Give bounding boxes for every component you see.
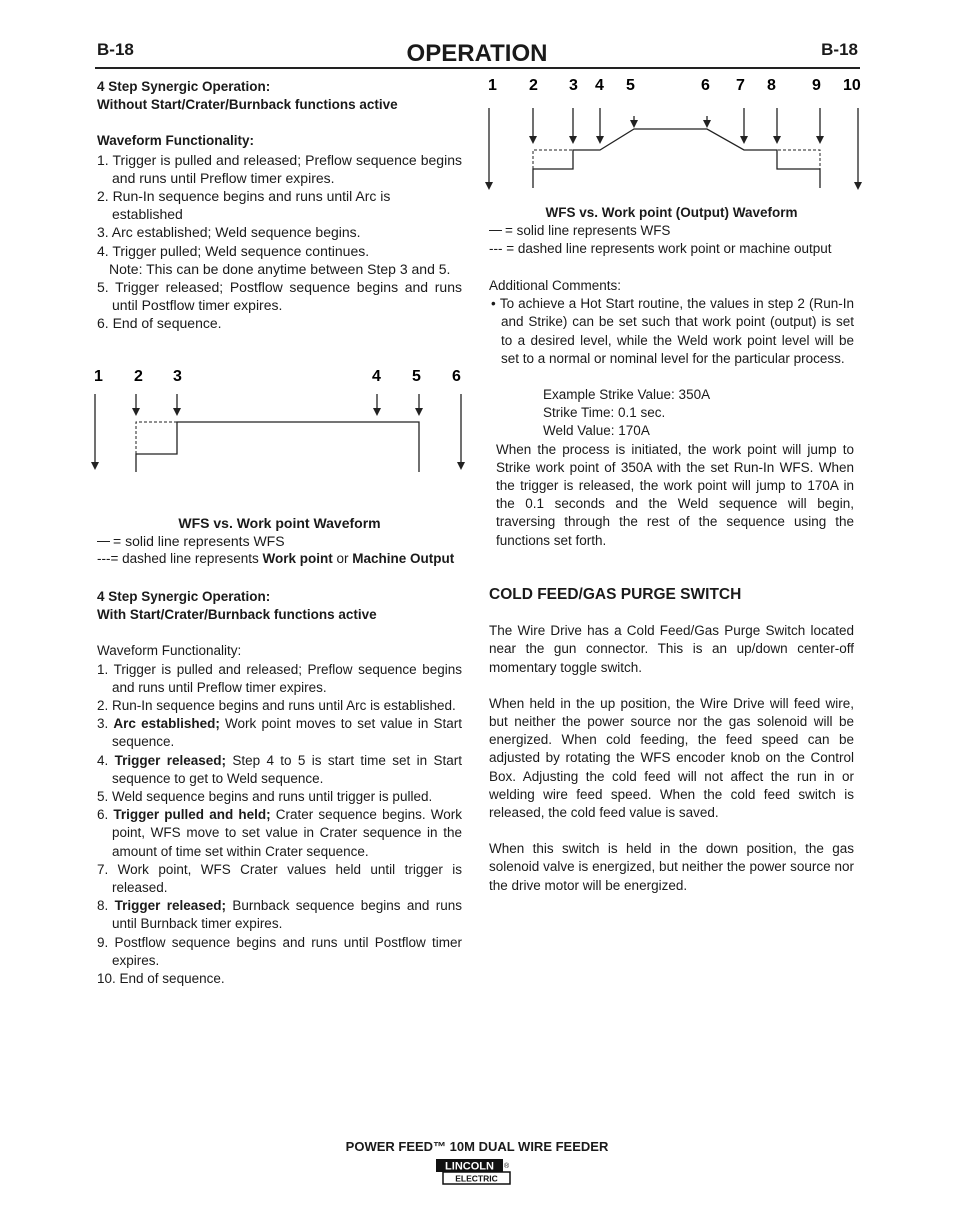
step-number: 8 [767, 77, 776, 94]
step-number: 3 [173, 368, 182, 385]
list-item [97, 788, 462, 806]
arrowhead [457, 462, 465, 470]
comment-text: To achieve a Hot Start routine, the values in step 2 (Run-In and Strike) can be set such that work point (output) is set to a desired level, while the Weld work point level will be set to a normal or nominal level for the particular process. [499, 296, 854, 366]
arrowhead [569, 136, 577, 144]
legend-emphasis: Machine Output [352, 551, 455, 567]
section-subtitle: With Start/Crater/Burnback functions active [97, 607, 377, 623]
legend-dashed-text: ---= dashed line represents [97, 551, 263, 567]
legend-solid [97, 532, 462, 550]
diagram-2-legend [489, 204, 854, 259]
arrowhead [854, 182, 862, 190]
paragraph: When this switch is held in the down position, the gas solenoid valve is energized, but neither the power source nor the drive motor will be energized. [489, 841, 854, 893]
step-number: 4 [372, 368, 381, 385]
step-number: 5 [626, 77, 635, 94]
arrowhead [529, 136, 537, 144]
list-text: End of sequence. [119, 971, 225, 987]
list-item: 5. Trigger released; Postflow sequence begins and runs until Postflow timer expires. [97, 279, 462, 314]
list-text: Step 4 to 5 is start time set in Start sequence to get to Weld sequence. [112, 752, 462, 786]
legend-dashed [97, 550, 462, 568]
strike-time: Strike Time: 0.1 sec. [543, 405, 666, 421]
paragraph: When held in the up position, the Wire Drive will feed wire, but neither the power source nor the gas solenoid will be energized. When cold feeding, the feed speed can be adjusted by rotating the WFS encoder knob on the Control Box. Adjusting the cold feed will not affect the run in or welding wire feed speed. When the cold feed switch is released, the cold feed value is saved. [489, 695, 854, 821]
logo-top-text: LINCOLN [445, 1160, 494, 1173]
example-paragraph: When the process is initiated, the work point will jump to Strike work point of 350A with the set Run-In WFS. When the trigger is released, the work point will jump to 170A in the 0.1 seconds and the Weld sequence will begin, traversing through the rest of the sequence using the functions set forth. [496, 441, 854, 548]
work-point-dashed-line [136, 422, 177, 454]
list-item [97, 715, 462, 751]
diagram-caption: WFS vs. Work point Waveform [178, 515, 381, 531]
legend-solid-text: = solid line represents WFS [505, 223, 671, 239]
example-strike: Example Strike Value: 350A [543, 387, 711, 403]
footer-product-name: POWER FEED™ 10M DUAL WIRE FEEDER [345, 1139, 609, 1154]
arrowhead [132, 408, 140, 416]
work-point-dashed-line [777, 150, 820, 169]
list-text: Work point, WFS Crater values held until trigger is released. [112, 861, 463, 896]
arrowhead [816, 136, 824, 144]
waveform-label: Waveform Functionality: [97, 133, 255, 149]
list-item [97, 806, 462, 861]
list-text: Run-In sequence begins and runs until Arc is established. [112, 698, 456, 714]
arrowhead [773, 136, 781, 144]
paragraph: The Wire Drive has a Cold Feed/Gas Purge Switch located near the gun connector. This is an up/down center-off momentary toggle switch. [489, 623, 854, 675]
list-item: 3. Arc established; Weld sequence begins. [97, 224, 361, 241]
logo-bottom-text: ELECTRIC [455, 1173, 498, 1184]
step-number: 6 [701, 77, 710, 94]
list-number: 7. [97, 861, 118, 877]
step-number: 1 [488, 77, 497, 94]
list-number: 3. [97, 716, 114, 732]
section-subtitle: Without Start/Crater/Burnback functions active [97, 97, 398, 113]
bullet-icon: • [491, 296, 500, 312]
waveform-label: Waveform Functionality: [97, 643, 242, 659]
comment-bullet [489, 295, 854, 368]
list-emphasis: Trigger pulled and held; [113, 807, 271, 823]
list-item [97, 752, 462, 788]
list-item [97, 697, 462, 715]
step-number: 3 [569, 77, 578, 94]
section-title: 4 Step Synergic Operation: [97, 589, 271, 604]
legend-solid-text: = solid line represents WFS [113, 533, 285, 550]
list-number: 4. [97, 752, 115, 768]
list-number: 8. [97, 898, 115, 914]
diagram-caption: WFS vs. Work point (Output) Waveform [545, 205, 798, 220]
list-text: Work point moves to set value in Start sequence. [112, 716, 462, 750]
weld-value: Weld Value: 170A [543, 423, 650, 439]
note: Note: This can be done anytime between Step 3 and 5. [109, 260, 451, 277]
diagram-1-legend [97, 514, 462, 569]
list-number: 9. [97, 934, 115, 950]
step-number: 9 [812, 77, 821, 94]
list-emphasis: Arc established; [113, 716, 220, 732]
list-item [97, 861, 462, 897]
work-point-dashed-line [533, 150, 573, 169]
page-title: OPERATION [406, 40, 548, 67]
section-title: 4 Step Synergic Operation: [97, 79, 271, 94]
list-item [97, 897, 462, 933]
arrowhead [415, 408, 423, 416]
wfs-solid-line [136, 422, 419, 472]
arrowhead [740, 136, 748, 144]
list-item [97, 934, 462, 970]
list-number: 6. [97, 807, 114, 823]
list-item [97, 970, 462, 988]
step-number: 1 [94, 368, 103, 385]
list-number: 2. [97, 698, 113, 714]
list-item: 6. End of sequence. [97, 315, 222, 332]
arrowhead [630, 120, 638, 128]
list-emphasis: Trigger released; [114, 898, 227, 914]
step-number: 6 [452, 368, 461, 385]
section-with-functions [97, 588, 462, 988]
cold-feed-section [489, 586, 854, 895]
list-item: 4. Trigger pulled; Weld sequence continues. [97, 242, 370, 259]
step-number: 4 [595, 77, 604, 94]
list-item [97, 661, 462, 697]
page-number-right: B-18 [821, 40, 858, 59]
page-number-left: B-18 [97, 40, 134, 59]
legend-emphasis: Work point [262, 551, 333, 567]
additional-comments [489, 277, 854, 550]
step-number: 5 [412, 368, 421, 385]
list-text: Trigger is pulled and released; Preflow sequence begins and runs until Preflow timer expires. [112, 661, 463, 695]
lincoln-electric-logo [435, 1158, 513, 1186]
section-without-functions [97, 78, 462, 333]
list-text: Crater sequence begins. Work point, WFS move to set value in Crater sequence in the amount of time set within Crater sequence. [112, 807, 462, 859]
step-number: 10 [843, 77, 861, 94]
list-item: 1. Trigger is pulled and released; Preflow sequence begins and runs until Preflow timer expires. [97, 151, 462, 186]
waveform-diagram-2 [484, 72, 869, 202]
arrowhead [373, 408, 381, 416]
arrowhead [485, 182, 493, 190]
comments-label: Additional Comments: [489, 278, 622, 293]
legend-text: or [332, 551, 353, 567]
arrowhead [703, 120, 711, 128]
list-text: Weld sequence begins and runs until trigger is pulled. [112, 789, 433, 805]
step-number: 2 [134, 368, 143, 385]
arrowhead [596, 136, 604, 144]
arrowhead [91, 462, 99, 470]
legend-solid [489, 222, 854, 240]
sequence-list [97, 661, 462, 989]
list-item: 2. Run-In sequence begins and runs until Arc is established [97, 188, 391, 223]
legend-dashed: --- = dashed line represents work point or machine output [489, 241, 832, 257]
list-number: 10. [97, 971, 120, 987]
list-text: Burnback sequence begins and runs until Burnback timer expires. [112, 898, 462, 932]
step-number: 2 [529, 77, 538, 94]
arrowhead [173, 408, 181, 416]
list-text: Postflow sequence begins and runs until Postflow timer expires. [112, 934, 462, 968]
header-rule [95, 67, 860, 69]
list-emphasis: Trigger released; [114, 752, 226, 768]
section-heading: COLD FEED/GAS PURGE SWITCH [489, 586, 742, 603]
waveform-diagram-1 [88, 362, 473, 487]
logo-registered-mark: ® [504, 1163, 510, 1170]
step-number: 7 [736, 77, 745, 94]
list-number: 1. [97, 661, 114, 677]
list-number: 5. [97, 789, 113, 805]
